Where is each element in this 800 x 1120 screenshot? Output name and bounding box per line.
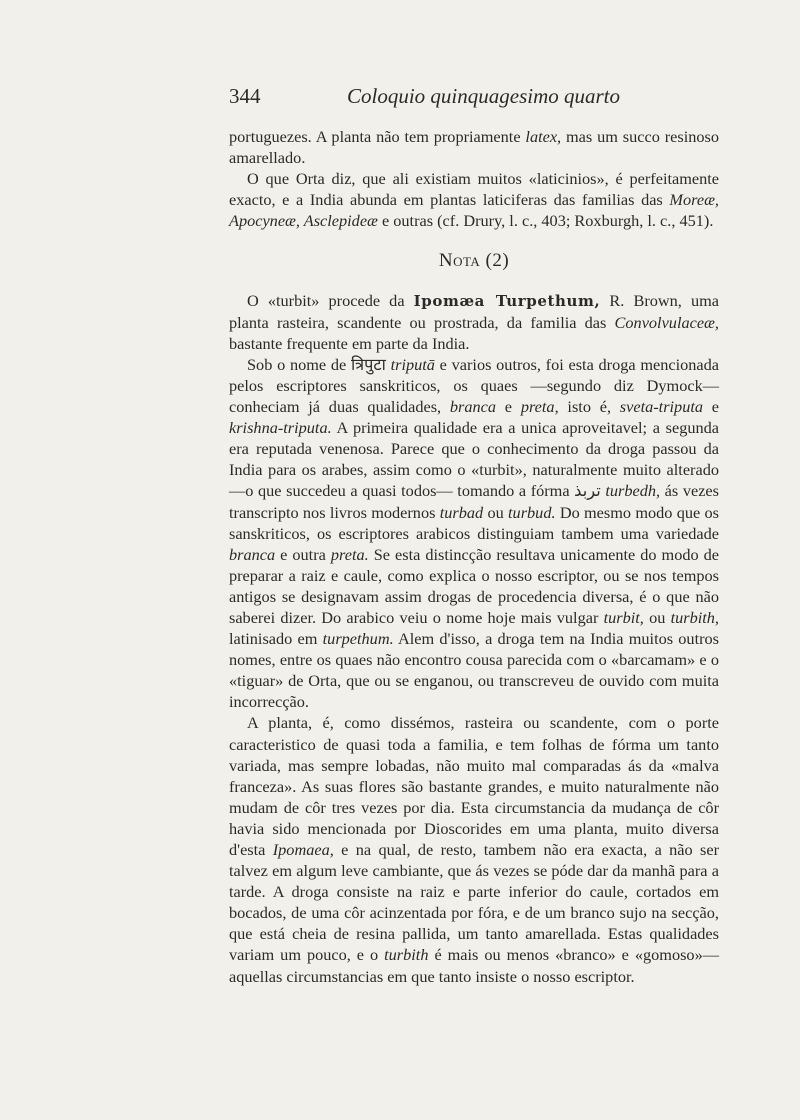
text-span: Se esta distincção resultava unicamente do modo de preparar a raiz e caule, como explica o nosso escriptor, ou se nos tempos antigos se designavam assim drogas de procedencia diversa, é o que não saberei dizer. Do arabico veiu o nome hoje mais vulgar <box>229 544 720 627</box>
italic-term: turbad <box>439 502 484 522</box>
italic-term: turbit, <box>603 607 644 627</box>
paragraph-2 <box>229 168 719 231</box>
italic-term: turbud. <box>508 502 556 522</box>
text-span: Sob o nome de <box>247 354 351 374</box>
text-span: e outra <box>275 544 331 564</box>
italic-term: latex, <box>525 127 562 146</box>
paragraph-1 <box>229 126 719 168</box>
italic-term: Ipomaea, <box>272 840 334 859</box>
text-span: e varios outros, foi esta droga mencionada pelos escriptores sanskriticos, os quaes —segundo diz Dymock— conheciam já duas qualidades, <box>229 354 720 417</box>
section-heading: Nota (2) <box>438 250 510 272</box>
italic-term: turbedh, <box>605 481 661 501</box>
paragraph-4 <box>229 354 719 713</box>
paragraph-3 <box>229 290 719 354</box>
text-span: latinisado em <box>229 629 323 649</box>
italic-term: krishna-triputa. <box>229 418 332 438</box>
text-span: ás vezes transcripto nos livros modernos <box>229 481 719 522</box>
text-span: ou <box>643 607 671 627</box>
text-span: O que Orta diz, que ali existiam muitos «laticinios», é perfeitamente exacto, e a India abunda em plantas laticiferas das familias das <box>229 169 719 210</box>
devanagari-word: त्रिपुटा <box>350 354 386 374</box>
text-span: portuguezes. A planta não tem propriamente <box>229 127 526 146</box>
text-span: A primeira qualidade era a unica aproveitavel; a segunda era reputada venenosa. Parece que o conhecimento da droga passou da India para os arabes, assim como o «turbit», naturalmente muito alterado —o que succedeu a quasi todos— tomando a fórma <box>229 418 719 501</box>
italic-term: preta, <box>520 397 559 417</box>
text-span: e <box>703 397 719 417</box>
text-span: A planta, é, como dissémos, rasteira ou scandente, com o porte caracteristico de quasi toda a familia, e tem folhas de fórma um tanto variada, mas sempre lobadas, não muito mal comparadas ás da «malva franceza». As suas flores são bastante grandes, e muito naturalmente não mudam de côr tres vezes por dia. Esta circumstancia da mudança de côr havia sido mencionada por Dioscorides em uma planta, muito diversa d'esta <box>229 713 719 859</box>
italic-term: Moreæ, Apocyneæ, Asclepideæ <box>229 190 719 231</box>
italic-term: turbith <box>384 945 429 965</box>
text-span: isto é, <box>558 397 620 417</box>
arabic-word: تربذ <box>574 481 601 501</box>
paragraph-5 <box>229 712 719 986</box>
page-header <box>0 84 800 114</box>
italic-term: preta. <box>330 544 369 564</box>
text-span: O «turbit» procede da <box>247 290 414 310</box>
text-span: Alem d'isso, a droga tem na India muitos outros nomes, entre os quaes não encontro cousa parecida com o «barcamam» e o «tiguar» de Orta, que ou se enganou, ou transcreveu de ouvido com muita incorrecção. <box>229 629 719 712</box>
text-span: ou <box>483 502 509 522</box>
text-span: bastante frequente em parte da India. <box>229 333 470 353</box>
page-number: 344 <box>229 84 261 108</box>
running-title: Coloquio quinquagesimo quarto <box>347 84 621 108</box>
italic-term: branca <box>449 397 497 417</box>
text-span: e outras (cf. Drury, l. c., 403; Roxburgh, l. c., 451). <box>377 211 714 231</box>
species-name: Ipomæa Turpethum, <box>413 291 601 310</box>
italic-term: triputā <box>390 354 435 374</box>
text-span: R. Brown, uma planta rasteira, scandente ou prostrada, da familia das <box>229 290 720 332</box>
text-span: mas um succo resinoso amarellado. <box>229 127 719 168</box>
italic-term: Convolvulaceæ, <box>614 312 719 332</box>
body-text <box>229 126 719 987</box>
italic-term: turbith, <box>670 607 719 627</box>
text-span: e na qual, de resto, tambem não era exacta, a não ser talvez em algum leve cambiante, que ás vezes se póde dar da manhã para a tarde. A droga consiste na raiz e parte inferior do caule, cortados em bocados, de uma côr acinzentada por fóra, e de um branco sujo na secção, que está cheia de resina pallida, um tanto amarellada. Estas qualidades variam um pouco, e o <box>229 840 719 965</box>
text-span: Do mesmo modo que os sanskriticos, os escriptores arabicos distinguiam tambem uma variedade <box>229 502 719 543</box>
italic-term: branca <box>229 544 276 564</box>
text-span: é mais ou menos «branco» e «gomoso»—aquellas circumstancias em que tanto insiste o nosso escriptor. <box>229 945 719 986</box>
text-span: e <box>496 397 521 417</box>
italic-term: sveta-triputa <box>619 397 703 417</box>
italic-term: turpethum. <box>322 629 394 649</box>
